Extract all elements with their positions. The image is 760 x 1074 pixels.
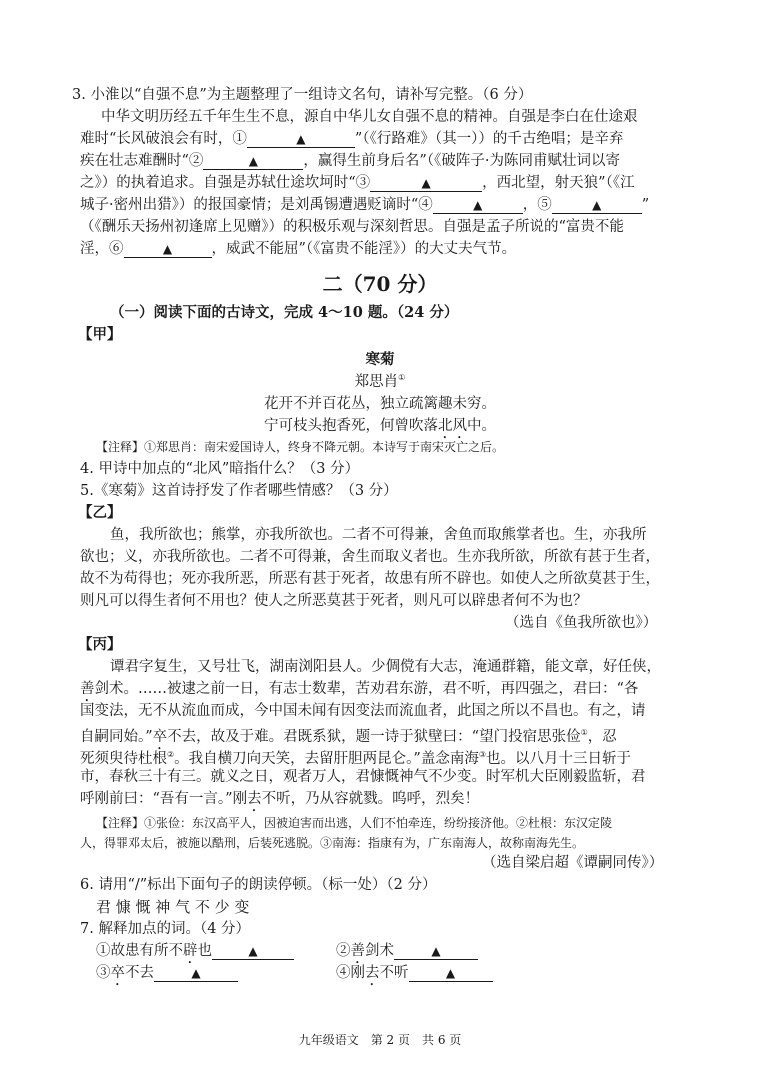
dotted-word: 善 — [80, 681, 95, 697]
q3-line: （《酬乐天扬州初逢席上见赠》）的积极乐观与深刻哲思。自强是孟子所说的“富贵不能 — [80, 219, 624, 235]
answer-blank-1[interactable]: ▲ — [247, 131, 355, 148]
q3-line: 城子·密州出猎》）的报国豪情；是刘禹锡遭遇贬谪时“④ ▲ ，⑤ ▲ ” — [80, 197, 650, 213]
q7-item: ②善剑术 ▲ — [336, 942, 478, 967]
answer-blank-7-4[interactable]: ▲ — [409, 965, 493, 982]
yi-line: 欲也；义，亦我所欲也。二者不可得兼，舍生而取义者也。生亦我所欲，所欲有甚于生者， — [80, 549, 660, 565]
q7-item: ①故患有所不辟也 ▲ — [96, 942, 294, 967]
answer-blank-4[interactable]: ▲ — [433, 197, 523, 214]
poem-line: 花开不并百花丛，独立疏篱趣未穷。 — [264, 396, 496, 412]
bing-line: 死须臾待杜根②。我自横刀向天笑，去留肝胆两昆仑。”盖念南海③也。以八月十三日斩于 — [80, 750, 632, 767]
bing-line: 谭君字复生，又号壮飞，湖南浏阳县人。少倜傥有大志，淹通群籍，能文章，好任侠， — [110, 659, 661, 675]
poem-line: 宁可枝头抱香死，何曾吹落北风中。 — [264, 418, 496, 434]
label-yi: 【乙】 — [78, 504, 122, 521]
bing-line: 市，春秋三十有三。就义之日，观者万人，君慷慨神气不少变。时军机大臣刚毅监斩，君 — [80, 769, 646, 785]
label-bing: 【丙】 — [78, 636, 122, 653]
dotted-word: 辟 — [183, 943, 198, 959]
poem-title: 寒菊 — [365, 351, 395, 368]
q3-line: 之》）的执着追求。自强是苏轼仕途坎坷时“③ ▲ ，西北望，射天狼”（《江 — [80, 175, 635, 191]
q6-sentence[interactable]: 君 慷 慨 神 气 不 少 变 — [96, 898, 250, 916]
yi-line: 则凡可以得生者何不用也？使人之所恶莫甚于死者，则凡可以辟患者何不为也？ — [80, 593, 588, 609]
q6-title: 6. 请用“/”标出下面句子的朗读停顿。（标一处）（2 分） — [80, 877, 437, 893]
answer-blank-7-3[interactable]: ▲ — [154, 965, 238, 982]
bing-note: 【注释】①张俭：东汉高平人，因被迫害而出逃，人们不怕牵连，纷纷接济他。②杜根：东汉定陵 — [96, 816, 613, 830]
dotted-word: 善 — [350, 943, 365, 959]
section-title: 二（70 分） — [322, 272, 438, 296]
q3-title: 3. 小淮以“自强不息”为主题整理了一组诗文名句，请补写完整。（6 分） — [72, 87, 533, 103]
dotted-word: 卒 — [152, 728, 168, 745]
part1-title: （一）阅读下面的古诗文，完成 4～10 题。（24 分） — [110, 304, 459, 321]
answer-blank-2[interactable]: ▲ — [203, 153, 303, 170]
q3-line: 淫，⑥ ▲ ，威武不能屈”（《富贵不能淫》）的大丈夫气节。 — [80, 241, 517, 257]
label-jia: 【甲】 — [78, 326, 122, 343]
yi-line: 故不为苟得也；死亦我所恶，所恶有甚于死者，故患有所不辟也。如使人之所欲莫甚于生， — [80, 571, 660, 587]
page-footer: 九年级语文 第 2 页 共 6 页 — [298, 1033, 462, 1047]
bing-line: 善剑术。……被逮之前一日，有志士数辈，苦劝君东游，君不听，再四强之，君曰：“各 — [80, 681, 639, 697]
bing-source: （选自梁启超《谭嗣同传》） — [482, 855, 664, 871]
answer-blank-3[interactable]: ▲ — [370, 175, 482, 192]
q3-line: 中华文明历经五千年生生不息，源自中华儿女自强不息的精神。自强是李白在仕途艰 — [101, 109, 638, 125]
bing-line: 国变法，无不从流血而成，今中国未闻有因变法而流血者，此国之所以不昌也。有之，请 — [80, 703, 646, 719]
dotted-word: 去 — [365, 965, 380, 981]
q4: 4. 甲诗中加点的“北风”暗指什么？（3 分） — [80, 461, 360, 477]
yi-line: 鱼，我所欲也；熊掌，亦我所欲也。二者不可得兼，舍鱼而取熊掌者也。生，亦我所 — [110, 527, 647, 543]
jia-note: 【注释】①郑思肖：南宋爱国诗人，终身不降元朝。本诗写于南宋灭亡之后。 — [96, 440, 505, 454]
poem-author: 郑思肖① — [354, 373, 406, 390]
q3-line: 疾在壮志难酬时“② ▲ ，赢得生前身后名”（《破阵子·为陈同甫赋壮词以寄 — [80, 153, 620, 169]
bing-note: 人，得罪邓太后，被施以酷刑，后装死逃脱。③南海：指康有为，广东南海人，故称南海先生。 — [80, 836, 585, 850]
q3-line: 难时“长风破浪会有时，① ▲ ”（《行路难》（其一））的千古绝唱；是辛弃 — [80, 131, 624, 147]
q7-item: ④刚去不听 ▲ — [336, 964, 493, 989]
q5: 5.《寒菊》这首诗抒发了作者哪些情感？（3 分） — [80, 483, 398, 499]
bing-line: 自嗣同始。”卒不去，故及于难。君既系狱，题一诗于狱壁曰：“望门投宿思张俭①，忍 — [80, 728, 617, 745]
dotted-word: 去 — [247, 791, 262, 807]
yi-source: （选自《鱼我所欲也》） — [505, 615, 658, 631]
answer-blank-7-1[interactable]: ▲ — [212, 943, 294, 960]
q7-title: 7. 解释加点的词。（4 分） — [80, 921, 251, 937]
bing-line: 呼刚前曰：“吾有一言。”刚去不听，乃从容就戮。呜呼，烈矣！ — [80, 791, 480, 807]
q7-item: ③卒不去 ▲ — [96, 964, 238, 989]
answer-blank-6[interactable]: ▲ — [124, 241, 212, 258]
answer-blank-7-2[interactable]: ▲ — [394, 943, 478, 960]
dotted-word: 卒 — [110, 965, 125, 981]
dotted-word: 北风 — [438, 418, 467, 434]
answer-blank-5[interactable]: ▲ — [552, 197, 642, 214]
